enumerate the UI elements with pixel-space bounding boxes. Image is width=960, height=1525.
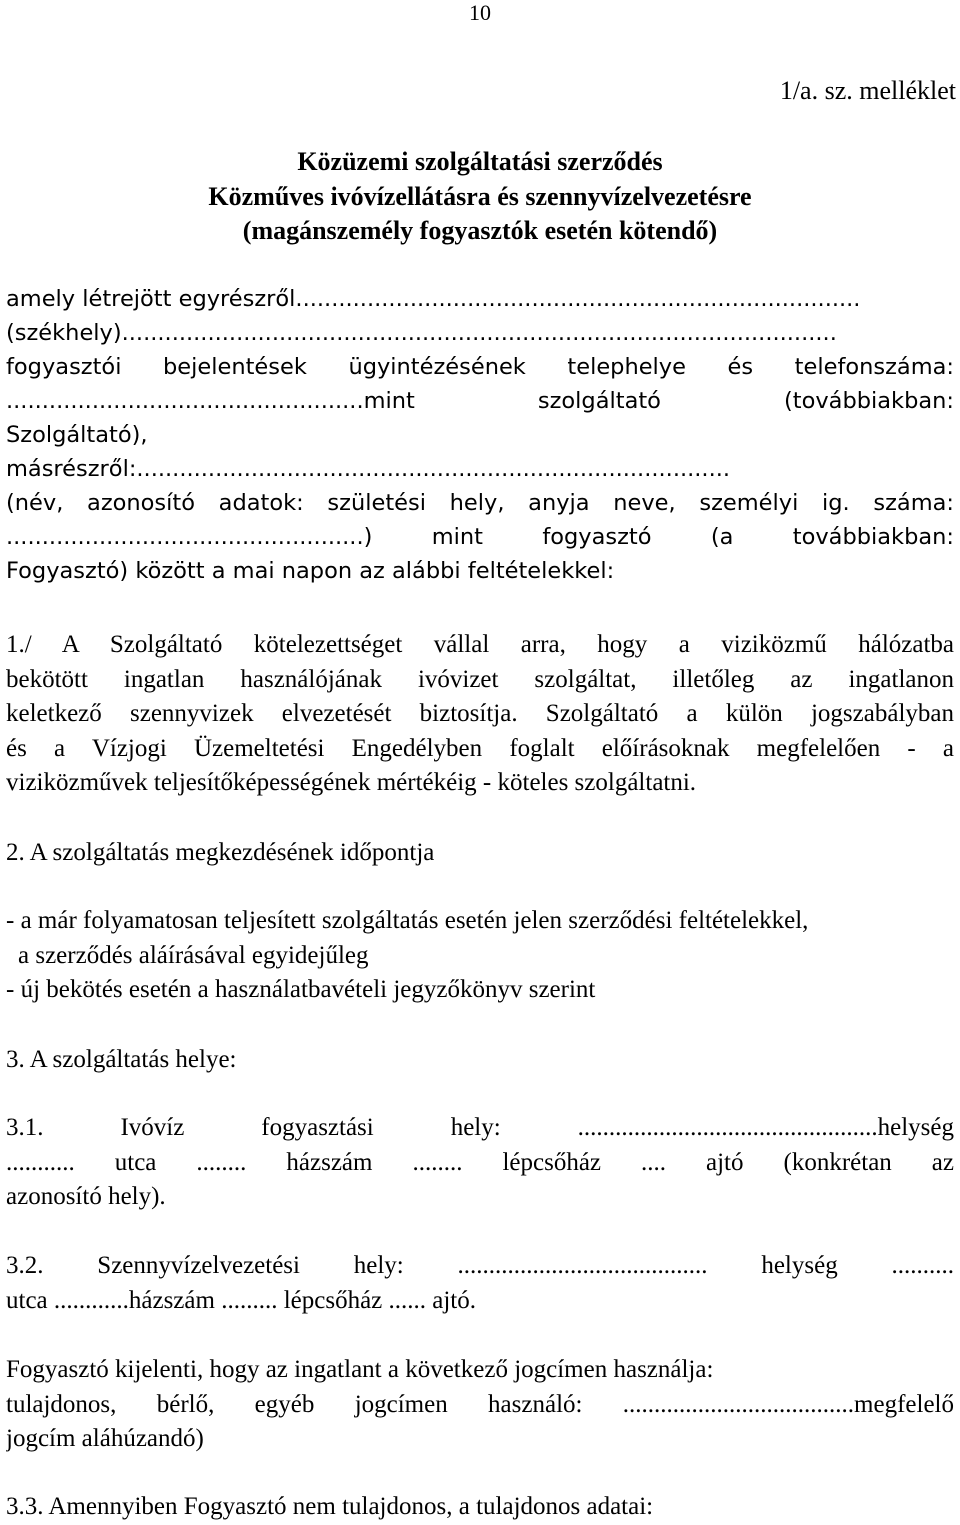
paragraph-line: Fogyasztó kijelenti, hogy az ingatlant a következő jogcímen használja: [6, 1356, 714, 1383]
section-3-3 [6, 1490, 954, 1525]
paragraph-line: utca ............házszám ......... lépcsőház ...... ajtó. [6, 1286, 476, 1314]
list-item: - a már folyamatosan teljesített szolgáltatás esetén jelen szerződési feltételekkel, [6, 907, 809, 934]
list-item: - új bekötés esetén a használatbavételi jegyzőkönyv szerint [6, 976, 596, 1003]
section-1 [6, 628, 954, 801]
party-line: (székhely).................................................................................................... [6, 320, 837, 346]
paragraph-line: viziközművek teljesítőképességének mértékéig - köteles szolgáltatni. [6, 769, 697, 796]
section-heading: 2. A szolgáltatás megkezdésének időpontja [6, 839, 435, 866]
section-3-1 [6, 1111, 954, 1215]
paragraph-line: 3.1. Ivóvíz fogyasztási hely: ................................................helység [6, 1114, 954, 1141]
section-heading: 3. A szolgáltatás helye: [6, 1046, 237, 1073]
party-line: fogyasztói bejelentések ügyintézésének telephelye és telefonszáma: [6, 354, 954, 380]
document-title: Közüzemi szolgáltatási szerződés [297, 147, 663, 176]
section-2 [6, 904, 954, 1008]
document-title-block [0, 145, 960, 249]
paragraph-line: azonosító hely). [6, 1183, 166, 1210]
party-line: ..................................................mint szolgáltató (továbbiakban: [6, 388, 954, 414]
paragraph-line: 3.2. Szennyvízelvezetési hely: ........................................ helység .......... [6, 1252, 954, 1279]
party-line: másrészről:................................................................................... [6, 456, 731, 482]
list-item-continuation: a szerződés aláírásával egyidejűleg [18, 941, 369, 969]
paragraph-line: bekötött ingatlan használójának ivóvizet szolgáltat, illetőleg az ingatlanon [6, 665, 954, 693]
section-3-2 [6, 1249, 954, 1318]
party-line: ..................................................) mint fogyasztó (a továbbiakban: [6, 524, 954, 550]
declaration [6, 1353, 954, 1457]
page-number: 10 [469, 0, 491, 25]
paragraph-line: tulajdonos, bérlő, egyéb jogcímen használó: .....................................megfelelő [6, 1390, 954, 1418]
paragraph-line: jogcím aláhúzandó) [6, 1425, 204, 1452]
paragraph-line: keletkező szennyvizek elvezetését biztosítja. Szolgáltató a külön jogszabályban [6, 700, 954, 727]
paragraph-line: 3.3. Amennyiben Fogyasztó nem tulajdonos, a tulajdonos adatai: [6, 1493, 654, 1520]
contract-parties [6, 282, 954, 588]
party-line: (név, azonosító adatok: születési hely, anyja neve, személyi ig. száma: [6, 490, 954, 516]
paragraph-line: ........... utca ........ házszám ........ lépcsőház .... ajtó (konkrétan az [6, 1148, 954, 1176]
party-line: Szolgáltató), [6, 422, 148, 448]
paragraph-line: 1./ A Szolgáltató kötelezettséget vállal arra, hogy a viziközmű hálózatba [6, 631, 954, 658]
document-subtitle: Közműves ivóvízellátásra és szennyvízelvezetésre [208, 181, 752, 211]
party-line: amely létrejött egyrészről............................................................................... [6, 286, 861, 312]
party-line: Fogyasztó) között a mai napon az alábbi feltételekkel: [6, 558, 615, 584]
document-subtitle-note: (magánszemély fogyasztók esetén kötendő) [242, 216, 718, 245]
section-3-title [6, 1043, 954, 1078]
annex-label: 1/a. sz. melléklet [779, 76, 956, 105]
section-2-title [6, 836, 954, 871]
paragraph-line: és a Vízjogi Üzemeltetési Engedélyben foglalt előírásoknak megfelelően - a [6, 734, 954, 762]
